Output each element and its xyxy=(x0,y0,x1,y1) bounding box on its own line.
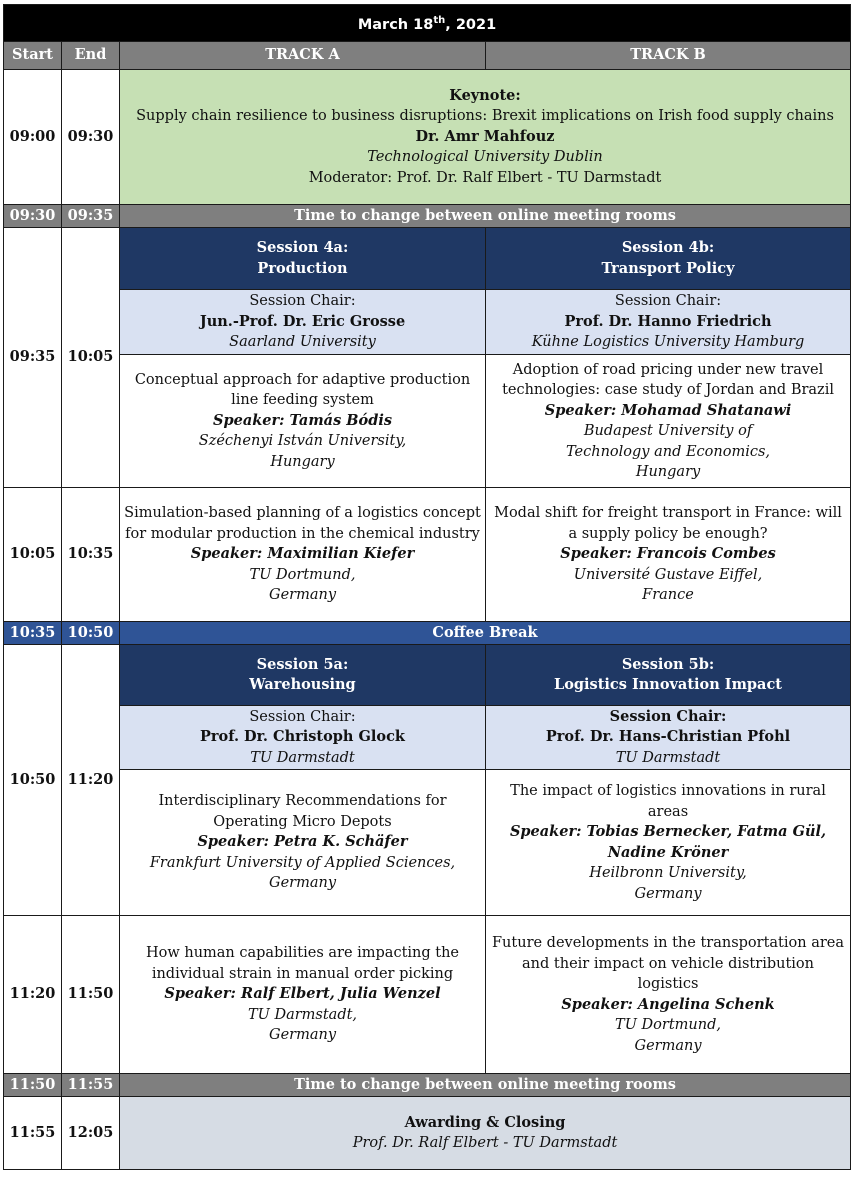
transition-row xyxy=(4,205,851,228)
session-4a-chair xyxy=(120,290,486,355)
chair-affiliation: TU Darmstadt xyxy=(615,749,721,766)
talk-title: Future developments in the transportation area and their impact on vehicle distribution logistics xyxy=(492,935,845,992)
start-time: 09:30 xyxy=(4,205,62,228)
talk-title: How human capabilities are impacting the individual strain in manual order picking xyxy=(145,945,460,982)
keynote-moderator: Moderator: Prof. Dr. Ralf Elbert - TU Darmstadt xyxy=(308,169,662,186)
talk-track-b xyxy=(486,916,851,1074)
talk-row xyxy=(4,355,851,488)
session-topic: Logistics Innovation Impact xyxy=(554,676,782,693)
talk-title: Adoption of road pricing under new travel technologies: case study of Jordan and Brazil xyxy=(502,361,834,398)
session-5-chair-row xyxy=(4,706,851,770)
session-5b-chair xyxy=(486,706,851,770)
talk-country: Hungary xyxy=(635,464,701,480)
talk-track-a xyxy=(120,916,486,1074)
keynote-cell xyxy=(120,70,851,205)
coffee-break-label: Coffee Break xyxy=(120,622,851,645)
chair-affiliation: TU Darmstadt xyxy=(250,749,355,766)
session-5-header-row xyxy=(4,645,851,706)
end-time: 10:05 xyxy=(62,228,120,488)
talk-title: Simulation-based planning of a logistics concept for modular production in the chemical industry xyxy=(124,505,481,542)
start-time: 10:35 xyxy=(4,622,62,645)
talk-row xyxy=(4,916,851,1074)
session-topic: Transport Policy xyxy=(601,259,735,277)
schedule-date-title: March 18th, 2021 xyxy=(4,5,851,42)
talk-speaker: Speaker: Francois Combes xyxy=(560,545,776,563)
talk-speaker: Speaker: Tobias Bernecker, Fatma Gül, Nadine Kröner xyxy=(509,823,827,861)
talk-country: Germany xyxy=(268,587,337,604)
talk-country: Germany xyxy=(634,885,702,902)
talk-speaker: Speaker: Ralf Elbert, Julia Wenzel xyxy=(164,985,441,1003)
talk-row xyxy=(4,770,851,916)
talk-affiliation: Heilbronn University, xyxy=(589,865,747,881)
start-time: 11:50 xyxy=(4,1074,62,1097)
header-track-b: TRACK B xyxy=(486,42,851,70)
keynote-row xyxy=(4,70,851,205)
talk-affiliation: Université Gustave Eiffel, xyxy=(573,566,763,583)
talk-country: Hungary xyxy=(270,453,335,470)
start-time: 10:50 xyxy=(4,645,62,916)
start-time: 11:55 xyxy=(4,1097,62,1170)
keynote-speaker: Dr. Amr Mahfouz xyxy=(415,127,555,145)
talk-speaker: Speaker: Mohamad Shatanawi xyxy=(544,401,792,419)
talk-title: Modal shift for freight transport in France: will a supply policy be enough? xyxy=(494,505,842,542)
chair-label: Session Chair: xyxy=(249,293,356,310)
chair-name: Prof. Dr. Christoph Glock xyxy=(200,728,405,746)
header-start: Start xyxy=(4,42,62,70)
talk-title: The impact of logistics innovations in rural areas xyxy=(510,783,826,820)
talk-country: Germany xyxy=(634,1037,702,1054)
start-time: 10:05 xyxy=(4,488,62,622)
talk-affiliation: Frankfurt University of Applied Sciences, xyxy=(149,854,456,871)
talk-track-a xyxy=(120,488,486,622)
end-time: 11:55 xyxy=(62,1074,120,1097)
session-number: Session 5b: xyxy=(621,655,715,673)
talk-track-b xyxy=(486,355,851,488)
chair-name: Prof. Dr. Hanno Friedrich xyxy=(564,312,772,330)
talk-speaker: Speaker: Petra K. Schäfer xyxy=(197,833,408,851)
session-number: Session 4b: xyxy=(621,239,715,256)
chair-label: Session Chair: xyxy=(614,293,722,310)
talk-country: Germany xyxy=(268,875,337,892)
chair-label: Session Chair: xyxy=(249,708,356,725)
talk-track-b xyxy=(486,488,851,622)
talk-speaker: Speaker: Angelina Schenk xyxy=(561,995,775,1013)
end-time: 09:30 xyxy=(62,70,120,205)
session-number: Session 5a: xyxy=(256,655,349,673)
talk-row xyxy=(4,488,851,622)
end-time: 11:20 xyxy=(62,645,120,916)
transition-row xyxy=(4,1074,851,1097)
chair-name: Jun.-Prof. Dr. Eric Grosse xyxy=(199,312,406,330)
chair-label: Session Chair: xyxy=(609,707,727,725)
header-track-a: TRACK A xyxy=(120,42,486,70)
header-end: End xyxy=(62,42,120,70)
closing-row xyxy=(4,1097,851,1170)
start-time: 09:35 xyxy=(4,228,62,488)
talk-track-a xyxy=(120,770,486,916)
transition-label: Time to change between online meeting rooms xyxy=(120,205,851,228)
talk-title: Conceptual approach for adaptive production line feeding system xyxy=(134,371,471,409)
end-time: 10:35 xyxy=(62,488,120,622)
talk-country: France xyxy=(642,587,694,604)
talk-track-b xyxy=(486,770,851,916)
talk-title: Interdisciplinary Recommendations for Operating Micro Depots xyxy=(158,793,447,830)
chair-affiliation: Saarland University xyxy=(229,334,376,351)
title-row xyxy=(4,5,851,42)
session-4-chair-row xyxy=(4,290,851,355)
talk-country: Germany xyxy=(268,1027,337,1044)
session-5a-chair xyxy=(120,706,486,770)
header-row xyxy=(4,42,851,70)
session-topic: Production xyxy=(257,259,348,277)
start-time: 09:00 xyxy=(4,70,62,205)
talk-affiliation: Budapest University of xyxy=(583,423,753,439)
session-4b-header xyxy=(486,228,851,290)
session-4b-chair xyxy=(486,290,851,355)
talk-speaker: Speaker: Tamás Bódis xyxy=(212,411,393,429)
talk-affiliation: Technology and Economics, xyxy=(565,443,771,460)
session-4a-header xyxy=(120,228,486,290)
talk-affiliation: Széchenyi István University, xyxy=(198,433,407,450)
chair-name: Prof. Dr. Hans-Christian Pfohl xyxy=(545,728,791,746)
end-time: 12:05 xyxy=(62,1097,120,1170)
transition-label: Time to change between online meeting rooms xyxy=(120,1074,851,1097)
session-topic: Warehousing xyxy=(249,676,356,693)
start-time: 11:20 xyxy=(4,916,62,1074)
end-time: 11:50 xyxy=(62,916,120,1074)
session-5b-header xyxy=(486,645,851,706)
closing-host: Prof. Dr. Ralf Elbert - TU Darmstadt xyxy=(352,1135,618,1151)
closing-title: Awarding & Closing xyxy=(404,1113,566,1131)
schedule-table xyxy=(3,4,851,1170)
talk-speaker: Speaker: Maximilian Kiefer xyxy=(190,545,415,563)
keynote-label: Keynote: xyxy=(449,86,521,104)
talk-affiliation: TU Dortmund, xyxy=(249,566,356,583)
talk-affiliation: TU Dortmund, xyxy=(615,1017,721,1033)
talk-affiliation: TU Darmstadt, xyxy=(247,1006,358,1023)
closing-cell xyxy=(120,1097,851,1170)
end-time: 09:35 xyxy=(62,205,120,228)
session-4-header-row xyxy=(4,228,851,290)
session-number: Session 4a: xyxy=(256,239,349,256)
end-time: 10:50 xyxy=(62,622,120,645)
coffee-break-row xyxy=(4,622,851,645)
keynote-affiliation: Technological University Dublin xyxy=(367,149,603,166)
keynote-talk: Supply chain resilience to business disruptions: Brexit implications on Irish food supply chains xyxy=(136,108,834,125)
talk-track-a xyxy=(120,355,486,488)
session-5a-header xyxy=(120,645,486,706)
chair-affiliation: Kühne Logistics University Hamburg xyxy=(531,334,805,351)
